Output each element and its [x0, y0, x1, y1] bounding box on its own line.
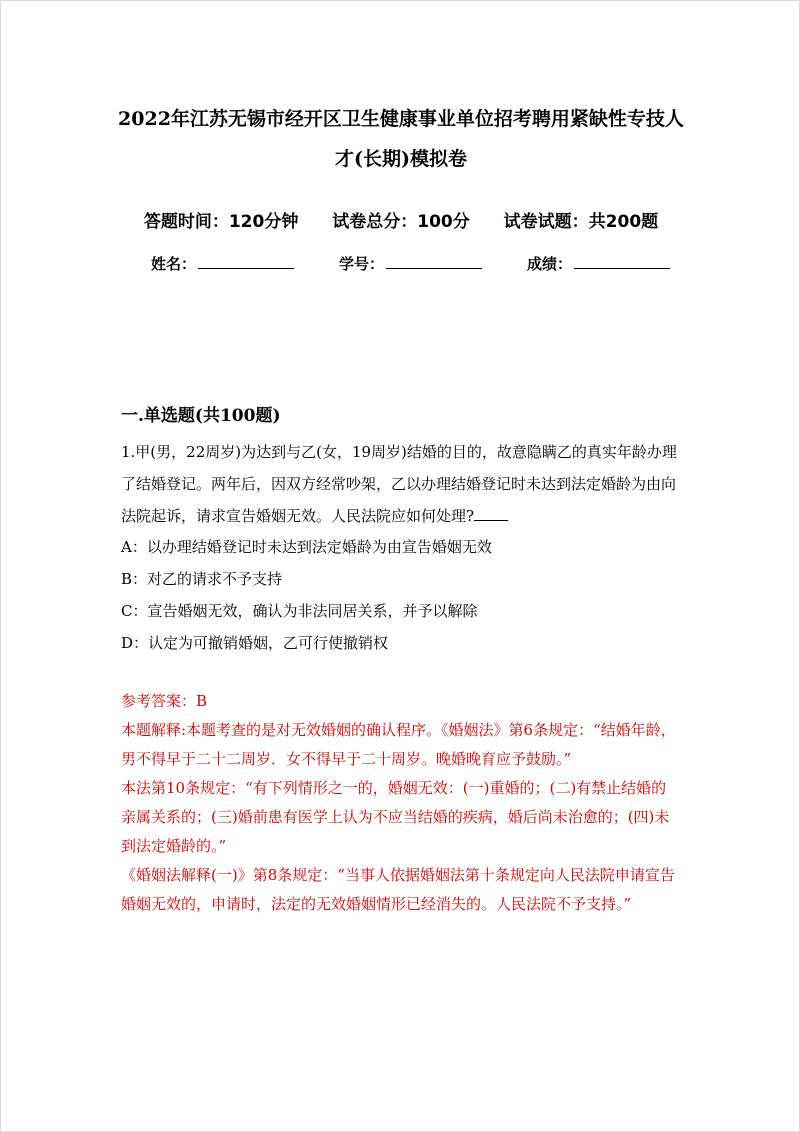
section-title: 一.单选题(共100题): [121, 406, 281, 426]
score-label: 成绩：: [527, 255, 573, 273]
exam-time: 答题时间：120分钟: [143, 212, 299, 232]
id-blank[interactable]: [386, 255, 482, 269]
question-1: [121, 436, 681, 532]
score-field: [527, 253, 715, 274]
exam-question-count: 试卷试题：共200题: [503, 212, 659, 232]
explanation-3: 《婚姻法解释(一)》第8条规定：“当事人依据婚姻法第十条规定向人民法院申请宣告婚姻无效的，申请时，法定的无效婚姻情形已经消失的。人民法院不予支持。”: [121, 866, 675, 913]
name-blank[interactable]: [198, 255, 294, 269]
page-title: [111, 99, 691, 179]
title-line-1: 2022年江苏无锡市经开区卫生健康事业单位招考聘用紧缺性专技人: [118, 108, 684, 130]
title-line-2: 才(长期)模拟卷: [335, 148, 467, 170]
explanation-2: 本法第10条规定：“有下列情形之一的，婚姻无效：(一)重婚的；(二)有禁止结婚的亲属关系的；(三)婚前患有医学上认为不应当结婚的疾病，婚后尚未治愈的；(四)未到法定婚龄的。”: [121, 779, 670, 855]
option-c: C：宣告婚姻无效，确认为非法同居关系，并予以解除: [121, 602, 478, 620]
name-label: 姓名：: [151, 255, 197, 273]
exam-total-score: 试卷总分：100分: [332, 212, 470, 232]
question-text: 1.甲(男，22周岁)为达到与乙(女，19周岁)结婚的目的，故意隐瞒乙的真实年龄办理了结婚登记。两年后，因双方经常吵架，乙以办理结婚登记时未达到法定婚龄为由向法院起诉，请求宣告婚姻无效。人民法院应如何处理?: [121, 443, 677, 525]
option-d: D：认定为可撤销婚姻，乙可行使撤销权: [121, 634, 389, 652]
explanation-1: 本题解释:本题考查的是对无效婚姻的确认程序。《婚姻法》第6条规定：“结婚年龄，男不得早于二十二周岁．女不得早于二十周岁。晚婚晚育应予鼓励。”: [121, 721, 676, 768]
id-field: [339, 253, 527, 274]
answer-block: [121, 687, 681, 919]
option-b: B：对乙的请求不予支持: [121, 570, 283, 588]
exam-meta: [1, 207, 800, 232]
answer-blank[interactable]: [474, 506, 508, 521]
name-field: [151, 253, 339, 274]
question-options: [121, 531, 681, 659]
option-a: A：以办理结婚登记时未达到法定婚龄为由宣告婚姻无效: [121, 538, 492, 556]
score-blank[interactable]: [574, 255, 670, 269]
answer-label: 参考答案：B: [121, 692, 208, 710]
student-info-row: [151, 253, 691, 274]
id-label: 学号：: [339, 255, 385, 273]
